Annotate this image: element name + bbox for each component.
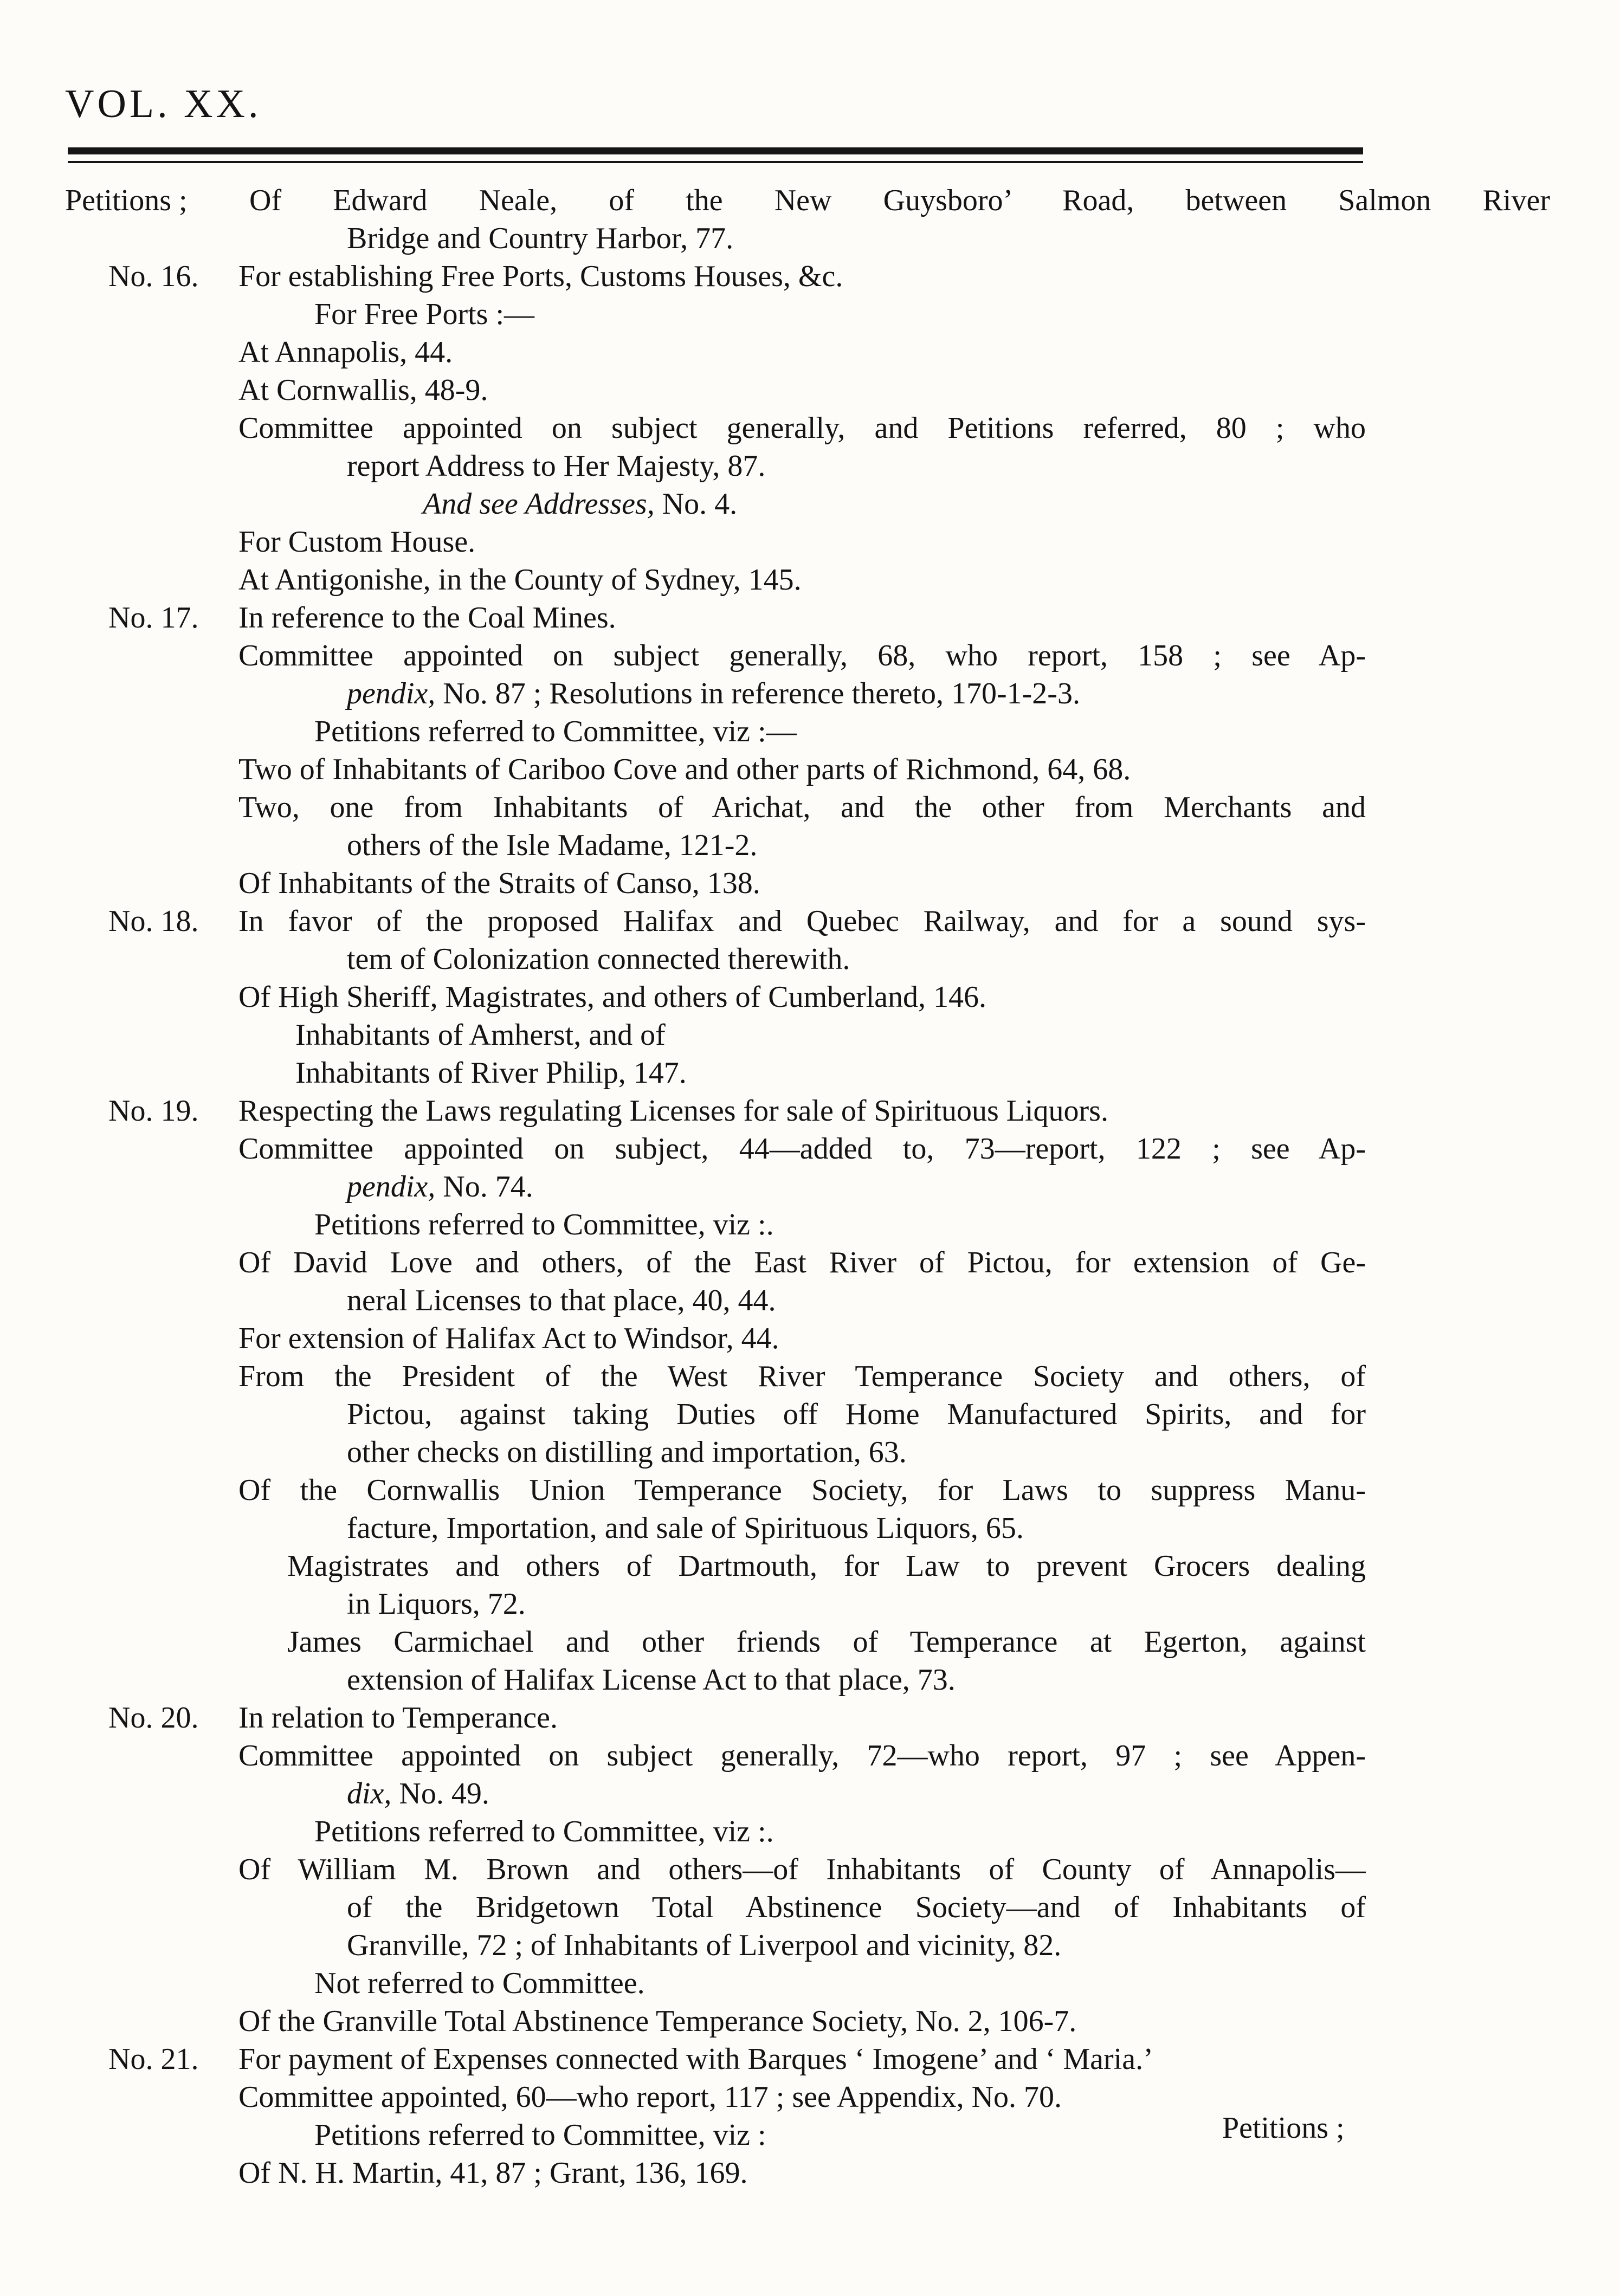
- entry-text: Pictou, against taking Duties off Home Manufactured Spirits, and for: [347, 1398, 1366, 1431]
- index-line: [0, 751, 1620, 788]
- index-line: [0, 978, 1620, 1016]
- index-line: [0, 864, 1620, 902]
- entry-text: Committee appointed, 60—who report, 117 ; see Appendix, No. 70.: [238, 2080, 1062, 2114]
- index-line: [0, 1433, 1620, 1471]
- entry-text: At Antigonishe, in the County of Sydney, 145.: [238, 563, 802, 597]
- index-line: [0, 1282, 1620, 1320]
- index-line: [0, 2116, 1620, 2154]
- entry-text: Magistrates and others of Dartmouth, for Law to prevent Grocers dealing: [287, 1549, 1366, 1583]
- index-line: [0, 1888, 1620, 1926]
- catchword: Petitions ;: [1222, 2111, 1345, 2145]
- entry-text: of the Bridgetown Total Abstinence Society—and of Inhabitants of: [347, 1891, 1366, 1924]
- italic-reference: And see Addresses,: [423, 487, 655, 521]
- index-line: No. 19. Respecting the Laws regulating Licenses for sale of Spirituous Liquors.: [0, 1092, 1620, 1130]
- index-line: [0, 1471, 1620, 1509]
- index-line: [0, 1395, 1620, 1433]
- entry-text: Petitions referred to Committee, viz :: [314, 2118, 766, 2152]
- volume-header: VOL. XX.: [65, 82, 262, 126]
- entry-text: other checks on distilling and importation, 63.: [347, 1435, 907, 1469]
- index-line: No. 21. For payment of Expenses connected with Barques ‘ Imogene’ and ‘ Maria.’: [0, 2040, 1620, 2078]
- index-line: [0, 1813, 1620, 1851]
- index-line: No. 20. In relation to Temperance.: [0, 1699, 1620, 1737]
- index-line: [0, 561, 1620, 599]
- index-line: No. 17. In reference to the Coal Mines.: [0, 599, 1620, 637]
- entry-text: Bridge and Country Harbor, 77.: [347, 222, 734, 255]
- entry-text: For payment of Expenses connected with Barques ‘ Imogene’ and ‘ Maria.’: [238, 2042, 1153, 2076]
- index-line: [0, 1509, 1620, 1547]
- entry-text: Not referred to Committee.: [314, 1967, 645, 2000]
- entry-text: In reference to the Coal Mines.: [238, 601, 616, 635]
- entry-text: And see Addresses, No. 4.: [423, 487, 738, 521]
- entry-text: Of David Love and others, of the East River of Pictou, for extension of Ge-: [238, 1246, 1366, 1279]
- entry-text: For establishing Free Ports, Customs Houses, &c.: [238, 260, 843, 293]
- index-line: No. 18. In favor of the proposed Halifax and Quebec Railway, and for a sound sys-: [0, 902, 1620, 940]
- index-line: [0, 713, 1620, 751]
- index-line: [0, 1244, 1620, 1282]
- entry-text: pendix, No. 74.: [347, 1170, 533, 1204]
- index-line: [0, 1926, 1620, 1964]
- index-line: [0, 1964, 1620, 2002]
- index-line: [0, 523, 1620, 561]
- index-line: No. 16. For establishing Free Ports, Customs Houses, &c.: [0, 257, 1620, 295]
- entry-text: At Cornwallis, 48-9.: [238, 373, 488, 407]
- index-line: [0, 2002, 1620, 2040]
- entry-text: For Custom House.: [238, 525, 476, 559]
- entry-text: Two, one from Inhabitants of Arichat, and the other from Merchants and: [238, 791, 1366, 824]
- entry-text: Committee appointed on subject, 44—added to, 73—report, 122 ; see Ap-: [238, 1132, 1366, 1166]
- entry-text: Petitions referred to Committee, viz :.: [314, 1208, 774, 1241]
- entry-text: Of William M. Brown and others—of Inhabitants of County of Annapolis—: [238, 1853, 1366, 1886]
- entry-text: tem of Colonization connected therewith.: [347, 942, 850, 976]
- entry-text: For Free Ports :—: [314, 297, 534, 331]
- index-line: [0, 219, 1620, 257]
- entry-text: Committee appointed on subject generally, and Petitions referred, 80 ; who: [238, 411, 1366, 445]
- entry-text: Of Edward Neale, of the New Guysboro’ Road, between Salmon River: [249, 184, 1550, 217]
- index-line: [0, 409, 1620, 447]
- entry-text: For extension of Halifax Act to Windsor, 44.: [238, 1322, 779, 1355]
- index-line: [0, 1016, 1620, 1054]
- entry-text: Granville, 72 ; of Inhabitants of Liverpool and vicinity, 82.: [347, 1929, 1062, 1962]
- header-rule-thin: [68, 161, 1363, 163]
- index-line: [0, 1737, 1620, 1775]
- index-entries: [0, 182, 1620, 2192]
- index-line: [0, 1206, 1620, 1244]
- entry-text: In favor of the proposed Halifax and Quebec Railway, and for a sound sys-: [238, 904, 1366, 938]
- index-line: [0, 1623, 1620, 1661]
- entry-text: In relation to Temperance.: [238, 1701, 558, 1735]
- index-line: [0, 2154, 1620, 2192]
- index-line: [0, 2078, 1620, 2116]
- index-line: [0, 788, 1620, 826]
- entry-text: Of the Granville Total Abstinence Temperance Society, No. 2, 106-7.: [238, 2004, 1077, 2038]
- entry-text: Petitions referred to Committee, viz :—: [314, 715, 797, 748]
- index-line: [0, 1357, 1620, 1395]
- entry-text: neral Licenses to that place, 40, 44.: [347, 1284, 776, 1317]
- entry-text: From the President of the West River Temperance Society and others, of: [238, 1360, 1366, 1393]
- entry-text: dix, No. 49.: [347, 1777, 489, 1810]
- entry-text: Of the Cornwallis Union Temperance Society, for Laws to suppress Manu-: [238, 1473, 1366, 1507]
- index-line: Petitions ; Of Edward Neale, of the New Guysboro’ Road, between Salmon River: [0, 182, 1620, 219]
- entry-text: Respecting the Laws regulating Licenses for sale of Spirituous Liquors.: [238, 1094, 1108, 1128]
- index-line: [0, 675, 1620, 713]
- entry-text: Petitions referred to Committee, viz :.: [314, 1815, 774, 1848]
- entry-text: report Address to Her Majesty, 87.: [347, 449, 766, 483]
- entry-text: pendix, No. 87 ; Resolutions in reference thereto, 170-1-2-3.: [347, 677, 1080, 710]
- index-line: [0, 371, 1620, 409]
- index-line: [0, 447, 1620, 485]
- index-line: [0, 1168, 1620, 1206]
- index-line: [0, 1054, 1620, 1092]
- entry-text: extension of Halifax License Act to that place, 73.: [347, 1663, 956, 1697]
- entry-text: Committee appointed on subject generally, 68, who report, 158 ; see Ap-: [238, 639, 1366, 672]
- italic-reference: pendix,: [347, 1170, 436, 1204]
- index-line: [0, 333, 1620, 371]
- italic-reference: dix,: [347, 1777, 392, 1810]
- index-line: [0, 1320, 1620, 1357]
- index-line: [0, 637, 1620, 675]
- index-line: [0, 295, 1620, 333]
- index-line: [0, 1547, 1620, 1585]
- entry-text: Committee appointed on subject generally, 72—who report, 97 ; see Appen-: [238, 1739, 1366, 1773]
- entry-text: Of High Sheriff, Magistrates, and others of Cumberland, 146.: [238, 980, 987, 1014]
- entry-text: Of Inhabitants of the Straits of Canso, 138.: [238, 866, 760, 900]
- index-line: [0, 1661, 1620, 1699]
- index-line: [0, 826, 1620, 864]
- entry-text: facture, Importation, and sale of Spirituous Liquors, 65.: [347, 1511, 1024, 1545]
- index-line: [0, 485, 1620, 523]
- index-line: [0, 1775, 1620, 1813]
- italic-reference: pendix,: [347, 677, 436, 710]
- entry-text: At Annapolis, 44.: [238, 335, 453, 369]
- index-line: [0, 1851, 1620, 1888]
- entry-text: Of N. H. Martin, 41, 87 ; Grant, 136, 169.: [238, 2156, 748, 2190]
- index-line: [0, 1130, 1620, 1168]
- entry-text: Two of Inhabitants of Cariboo Cove and other parts of Richmond, 64, 68.: [238, 753, 1131, 786]
- entry-text: others of the Isle Madame, 121-2.: [347, 829, 758, 862]
- entry-text: in Liquors, 72.: [347, 1587, 526, 1621]
- entry-text: Inhabitants of Amherst, and of: [295, 1018, 666, 1052]
- entry-text: Inhabitants of River Philip, 147.: [295, 1056, 687, 1090]
- index-line: [0, 1585, 1620, 1623]
- header-rule-thick: [68, 147, 1363, 154]
- index-line: [0, 940, 1620, 978]
- entry-text: James Carmichael and other friends of Temperance at Egerton, against: [287, 1625, 1366, 1659]
